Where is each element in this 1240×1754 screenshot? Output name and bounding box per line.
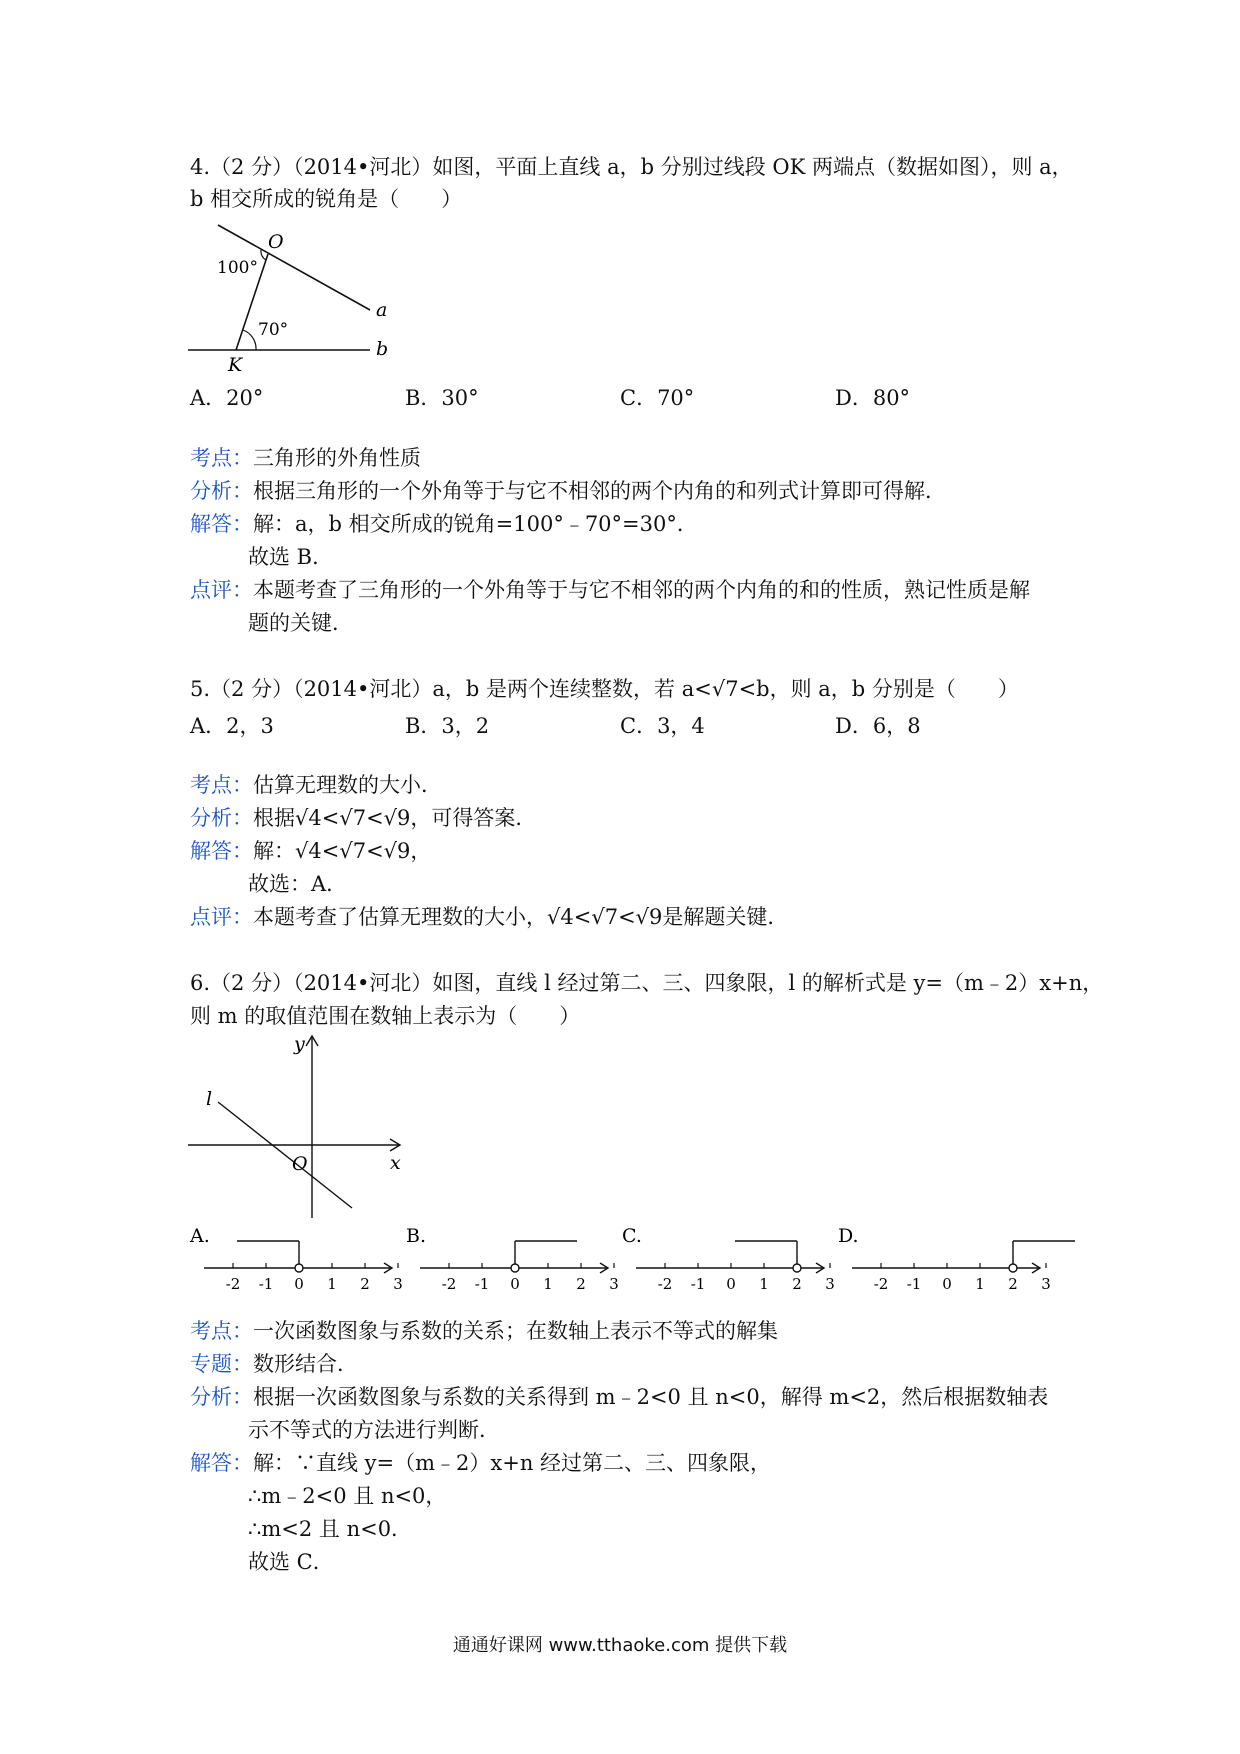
q6-tick-label: -2 <box>657 1275 673 1293</box>
q5-option-b: B．3，2 <box>405 714 490 738</box>
q4-figure <box>182 218 402 378</box>
q4-option-d: D．80° <box>835 386 911 410</box>
label-jieda: 解答： <box>190 839 253 863</box>
q6-number-line-options <box>182 1218 1082 1300</box>
q6-option-b <box>406 1225 619 1293</box>
q6-tick-label: 2 <box>792 1275 802 1293</box>
label-kaodian: 考点： <box>190 773 253 797</box>
q4-jieda-line2: 故选 B． <box>248 545 334 569</box>
q6-tick-label: 2 <box>1008 1275 1018 1293</box>
q6-stem-line2: 则 m 的取值范围在数轴上表示为（ ） <box>190 1004 581 1028</box>
q6-open-circle <box>1009 1264 1017 1272</box>
q5-dianping <box>190 903 788 931</box>
q4-option-c: C．70° <box>620 386 695 410</box>
q6-tick-label: 0 <box>510 1275 520 1293</box>
q6-zhuanti-text: 数形结合． <box>253 1352 358 1376</box>
q6-option-letter: D. <box>838 1225 859 1247</box>
q6-tick-label: -1 <box>474 1275 490 1293</box>
q6-coordinate-figure <box>182 1030 412 1225</box>
q4-dianping <box>190 576 1030 604</box>
q6-option-letter: B. <box>406 1225 427 1247</box>
q6-option-d <box>838 1225 1075 1293</box>
q6-fenxi-line1: 根据一次函数图象与系数的关系得到 m﹣2<0 且 n<0，解得 m<2，然后根据数轴表 <box>253 1385 1049 1409</box>
q6-tick-label: 0 <box>294 1275 304 1293</box>
q5-stem: 5.（2 分）（2014•河北）a，b 是两个连续整数，若 a<√7<b，则 a，b 分别是（ ） <box>190 677 1019 701</box>
q5-jieda <box>190 837 431 865</box>
q4-jieda <box>190 510 698 538</box>
label-dianping: 点评： <box>190 578 253 602</box>
q4-label-K: K <box>228 354 243 376</box>
q6-label-l: l <box>206 1088 213 1110</box>
q4-option-a: A．20° <box>190 386 264 410</box>
q6-tick-label: -1 <box>258 1275 274 1293</box>
q4-fenxi-text: 根据三角形的一个外角等于与它不相邻的两个内角的和列式计算即可得解． <box>253 479 946 503</box>
q6-tick-label: -2 <box>873 1275 889 1293</box>
label-fenxi: 分析： <box>190 806 253 830</box>
label-fenxi: 分析： <box>190 1385 253 1409</box>
q6-label-y: y <box>294 1033 305 1055</box>
q5-option-d: D．6，8 <box>835 714 921 738</box>
page-footer: 通通好课网 www.tthaoke.com 提供下载 <box>452 1635 788 1656</box>
q5-kaodian <box>190 771 442 799</box>
q5-kaodian-text: 估算无理数的大小． <box>253 773 442 797</box>
q6-open-circle <box>295 1264 303 1272</box>
q6-open-circle <box>511 1264 519 1272</box>
q6-tick-label: 3 <box>609 1275 619 1293</box>
label-dianping: 点评： <box>190 905 253 929</box>
q6-jieda-line2: ∴m﹣2<0 且 n<0， <box>248 1484 447 1508</box>
q6-jieda-line4: 故选 C． <box>248 1550 334 1574</box>
label-fenxi: 分析： <box>190 479 253 503</box>
q6-jieda-line3: ∴m<2 且 n<0． <box>248 1517 413 1541</box>
label-kaodian: 考点： <box>190 446 253 470</box>
q6-option-letter: A. <box>190 1225 210 1247</box>
q6-tick-label: 3 <box>393 1275 403 1293</box>
q6-tick-label: 3 <box>825 1275 835 1293</box>
q6-tick-label: 0 <box>942 1275 952 1293</box>
q6-tick-label: 1 <box>759 1275 769 1293</box>
q6-tick-label: -2 <box>441 1275 457 1293</box>
q4-stem-line1: 4.（2 分）（2014•河北）如图，平面上直线 a，b 分别过线段 OK 两端点（数据如图），则 a， <box>190 155 1073 179</box>
q6-option-a <box>189 1225 403 1293</box>
q4-angle-top: 100° <box>217 258 258 278</box>
q6-tick-label: 2 <box>360 1275 370 1293</box>
q5-jieda-line2: 故选：A． <box>248 872 348 896</box>
q6-option-letter: C. <box>622 1225 642 1247</box>
q4-kaodian <box>190 444 421 472</box>
q6-line-l <box>218 1102 352 1208</box>
q4-dianping-line2: 题的关键． <box>248 611 353 635</box>
q6-label-O: O <box>292 1153 308 1175</box>
q6-option-c <box>622 1225 835 1293</box>
q6-zhuanti <box>190 1350 358 1378</box>
q6-tick-label: -2 <box>225 1275 241 1293</box>
q4-label-b: b <box>376 338 389 360</box>
q5-fenxi <box>190 804 536 832</box>
q4-stem-line2: b 相交所成的锐角是（ ） <box>190 187 463 211</box>
q6-tick-label: -1 <box>690 1275 706 1293</box>
q6-tick-label: 1 <box>327 1275 337 1293</box>
q4-angle-bottom: 70° <box>258 320 289 340</box>
q5-jieda-line1: 解：√4<√7<√9， <box>253 839 432 863</box>
q6-tick-label: 1 <box>975 1275 985 1293</box>
label-kaodian: 考点： <box>190 1319 253 1343</box>
q6-open-circle <box>793 1264 801 1272</box>
q4-dianping-line1: 本题考查了三角形的一个外角等于与它不相邻的两个内角的和的性质，熟记性质是解 <box>253 578 1030 602</box>
q6-fenxi-line2: 示不等式的方法进行判断． <box>248 1418 500 1442</box>
q6-tick-label: 0 <box>726 1275 736 1293</box>
q6-kaodian <box>190 1317 778 1345</box>
q4-option-b: B．30° <box>405 386 479 410</box>
q6-jieda <box>190 1449 771 1477</box>
label-zhuanti: 专题： <box>190 1352 253 1376</box>
q6-tick-label: 1 <box>543 1275 553 1293</box>
q6-tick-label: 3 <box>1041 1275 1051 1293</box>
label-jieda: 解答： <box>190 1451 253 1475</box>
q4-kaodian-text: 三角形的外角性质 <box>253 446 421 470</box>
q6-tick-label: -1 <box>906 1275 922 1293</box>
q4-angle-arc-bottom <box>243 330 256 350</box>
q6-jieda-line1: 解：∵直线 y=（m﹣2）x+n 经过第二、三、四象限， <box>253 1451 772 1475</box>
q6-stem-line1: 6.（2 分）（2014•河北）如图，直线 l 经过第二、三、四象限，l 的解析式是 y=（m﹣2）x+n， <box>190 971 1104 995</box>
q5-option-a: A．2，3 <box>190 714 274 738</box>
q5-option-c: C．3，4 <box>620 714 705 738</box>
q5-dianping-text: 本题考查了估算无理数的大小，√4<√7<√9是解题关键． <box>253 905 789 929</box>
q4-label-a: a <box>376 299 388 321</box>
label-jieda: 解答： <box>190 512 253 536</box>
q4-jieda-line1: 解：a，b 相交所成的锐角=100°﹣70°=30°． <box>253 512 698 536</box>
q6-kaodian-text: 一次函数图象与系数的关系；在数轴上表示不等式的解集 <box>253 1319 778 1343</box>
q6-tick-label: 2 <box>576 1275 586 1293</box>
q5-fenxi-text: 根据√4<√7<√9，可得答案． <box>253 806 537 830</box>
q4-fenxi <box>190 477 946 505</box>
q6-label-x: x <box>390 1152 401 1174</box>
q6-fenxi <box>190 1383 1048 1411</box>
q4-label-O: O <box>268 231 284 253</box>
